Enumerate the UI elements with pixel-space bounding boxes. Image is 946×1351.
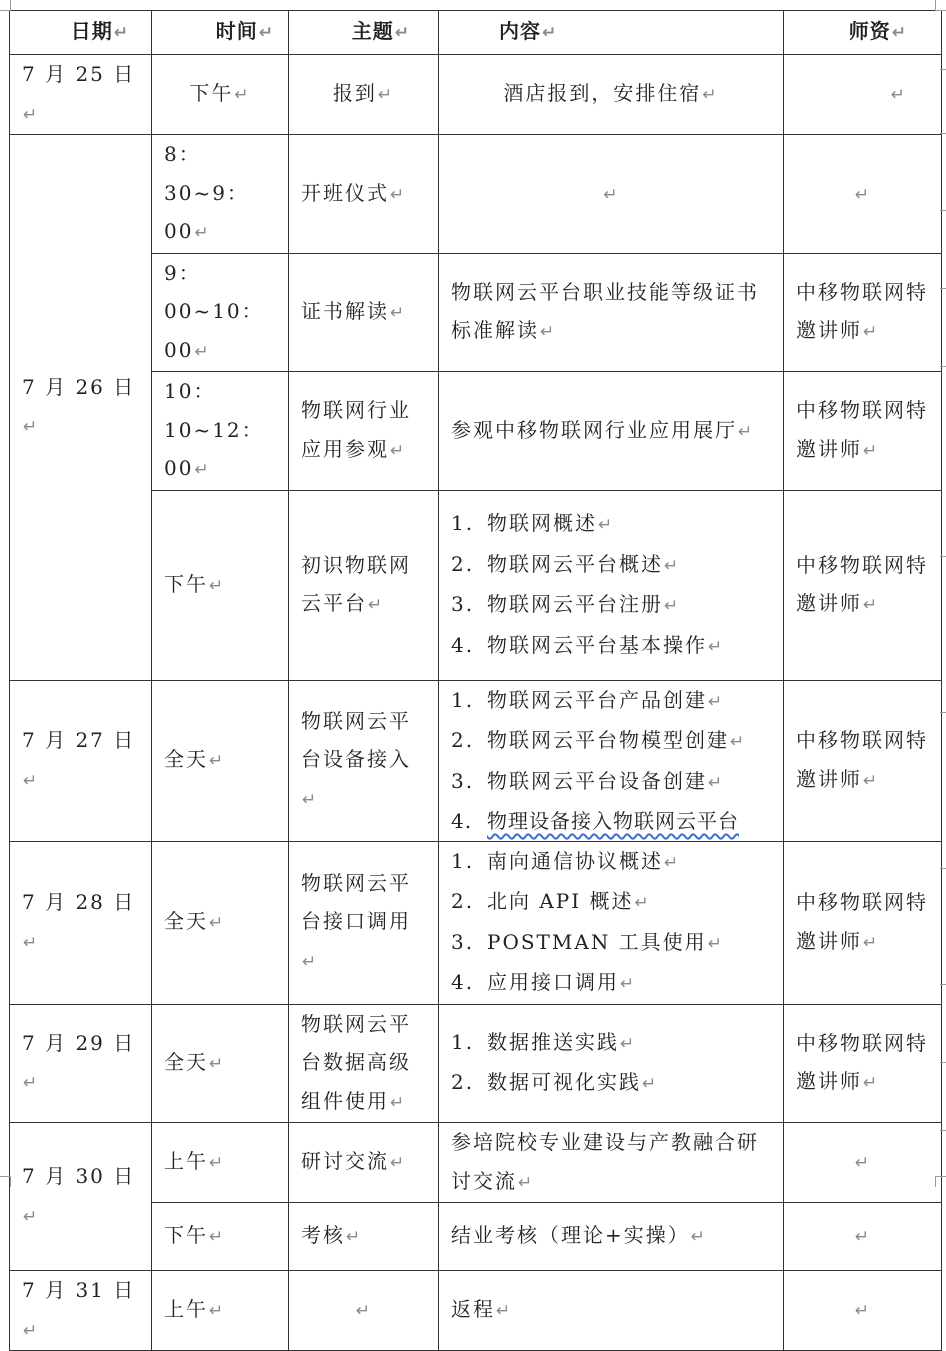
- time-cell: 全天↵: [152, 680, 289, 841]
- teacher-cell: ↵: [784, 1271, 942, 1351]
- row-end-marker: [940, 984, 946, 985]
- header-teacher: 师资↵: [784, 11, 942, 55]
- crop-mark-top-right: [935, 0, 946, 11]
- header-topic: 主题↵: [289, 11, 439, 55]
- list-item: 2. 数据可视化实践↵: [451, 1070, 659, 1095]
- time-cell: 10：10~12：00↵: [152, 372, 289, 491]
- topic-cell: 报到↵: [289, 55, 439, 135]
- header-row: [10, 11, 942, 55]
- teacher-cell: 中移物联网特邀讲师↵: [784, 490, 942, 680]
- header-time: 时间↵: [152, 11, 289, 55]
- crop-mark-top-left: [0, 0, 11, 11]
- content-list-cell: [439, 490, 784, 680]
- content-cell: ↵: [439, 135, 784, 254]
- teacher-cell: 中移物联网特邀讲师↵: [784, 841, 942, 1004]
- teacher-cell: ↵: [784, 1123, 942, 1203]
- list-item: 4. 物联网云平台基本操作↵: [451, 632, 725, 657]
- crop-mark-bottom-right: [935, 1176, 946, 1187]
- teacher-cell: ↵: [784, 1203, 942, 1271]
- content-cell: 返程↵: [439, 1271, 784, 1351]
- time-cell: 8：30~9：00↵: [152, 135, 289, 254]
- time-cell: 下午↵: [152, 490, 289, 680]
- topic-cell: 证书解读↵: [289, 253, 439, 372]
- table-row: [10, 680, 942, 841]
- teacher-cell: 中移物联网特邀讲师↵: [784, 253, 942, 372]
- date-cell: 7 月 30 日↵: [10, 1123, 152, 1271]
- topic-cell: 物联网云平台设备接入↵: [289, 680, 439, 841]
- topic-cell: 开班仪式↵: [289, 135, 439, 254]
- row-end-marker: [940, 133, 946, 134]
- list-item: 2. 物联网云平台概述↵: [451, 551, 681, 576]
- time-cell: 上午↵: [152, 1123, 289, 1203]
- table-row: [10, 55, 942, 135]
- content-list-cell: [439, 841, 784, 1004]
- time-cell: 9：00~10：00↵: [152, 253, 289, 372]
- topic-cell: 考核↵: [289, 1203, 439, 1271]
- content-list-cell: [439, 1004, 784, 1123]
- content-cell: 酒店报到，安排住宿↵: [439, 55, 784, 135]
- topic-cell: ↵: [289, 1271, 439, 1351]
- date-cell: 7 月 31 日↵: [10, 1271, 152, 1351]
- row-end-marker: [940, 69, 946, 70]
- date-cell: 7 月 25 日↵: [10, 55, 152, 135]
- header-date: 日期↵: [10, 11, 152, 55]
- time-cell: 全天↵: [152, 841, 289, 1004]
- row-end-marker: [940, 288, 946, 289]
- table-row: [10, 1271, 942, 1351]
- crop-mark-bottom-left: [0, 1176, 11, 1187]
- table-row: [10, 841, 942, 1004]
- row-end-marker: [940, 1062, 946, 1063]
- time-cell: 上午↵: [152, 1271, 289, 1351]
- row-end-marker: [940, 556, 946, 557]
- date-cell: 7 月 28 日↵: [10, 841, 152, 1004]
- teacher-cell: ↵: [784, 55, 942, 135]
- row-end-marker: [940, 366, 946, 367]
- topic-cell: 物联网云平台数据高级组件使用↵: [289, 1004, 439, 1123]
- date-cell: 7 月 26 日↵: [10, 135, 152, 681]
- row-end-marker: [940, 712, 946, 713]
- row-end-marker: [940, 868, 946, 869]
- time-cell: 下午↵: [152, 55, 289, 135]
- list-item: 3. 物联网云平台设备创建↵: [451, 768, 725, 793]
- content-cell: 参观中移物联网行业应用展厅↵: [439, 372, 784, 491]
- list-item: 2. 物联网云平台物模型创建↵: [451, 728, 747, 752]
- date-cell: 7 月 27 日↵: [10, 680, 152, 841]
- date-cell: 7 月 29 日↵: [10, 1004, 152, 1123]
- topic-cell: 初识物联网云平台↵: [289, 490, 439, 680]
- content-list-cell: [439, 680, 784, 841]
- list-item: 1. 物联网概述↵: [451, 511, 615, 535]
- list-item: 2. 北向 API 概述↵: [451, 889, 651, 913]
- time-cell: 下午↵: [152, 1203, 289, 1271]
- list-item: 1. 物联网云平台产品创建↵: [451, 687, 725, 712]
- list-item: 4. 应用接口调用↵: [451, 970, 637, 994]
- topic-cell: 研讨交流↵: [289, 1123, 439, 1203]
- table-row: [10, 1004, 942, 1123]
- topic-cell: 物联网行业应用参观↵: [289, 372, 439, 491]
- teacher-cell: 中移物联网特邀讲师↵: [784, 680, 942, 841]
- content-cell: 结业考核（理论+实操）↵: [439, 1203, 784, 1271]
- topic-cell: 物联网云平台接口调用↵: [289, 841, 439, 1004]
- list-item: 4. 物理设备接入物联网云平台: [451, 809, 739, 833]
- table-row: [10, 135, 942, 254]
- list-item: 3. POSTMAN 工具使用↵: [451, 929, 724, 954]
- teacher-cell: 中移物联网特邀讲师↵: [784, 1004, 942, 1123]
- row-end-marker: [940, 210, 946, 211]
- teacher-cell: 中移物联网特邀讲师↵: [784, 372, 942, 491]
- training-schedule-table: [9, 10, 942, 1351]
- content-cell: 物联网云平台职业技能等级证书标准解读↵: [439, 253, 784, 372]
- time-cell: 全天↵: [152, 1004, 289, 1123]
- header-content: 内容↵: [439, 11, 784, 55]
- list-item: 1. 南向通信协议概述↵: [451, 848, 681, 873]
- table-row: [10, 1123, 942, 1203]
- row-end-marker: [940, 1130, 946, 1131]
- content-cell: 参培院校专业建设与产教融合研讨交流↵: [439, 1123, 784, 1203]
- teacher-cell: ↵: [784, 135, 942, 254]
- list-item: 1. 数据推送实践↵: [451, 1029, 637, 1054]
- list-item: 3. 物联网云平台注册↵: [451, 592, 681, 616]
